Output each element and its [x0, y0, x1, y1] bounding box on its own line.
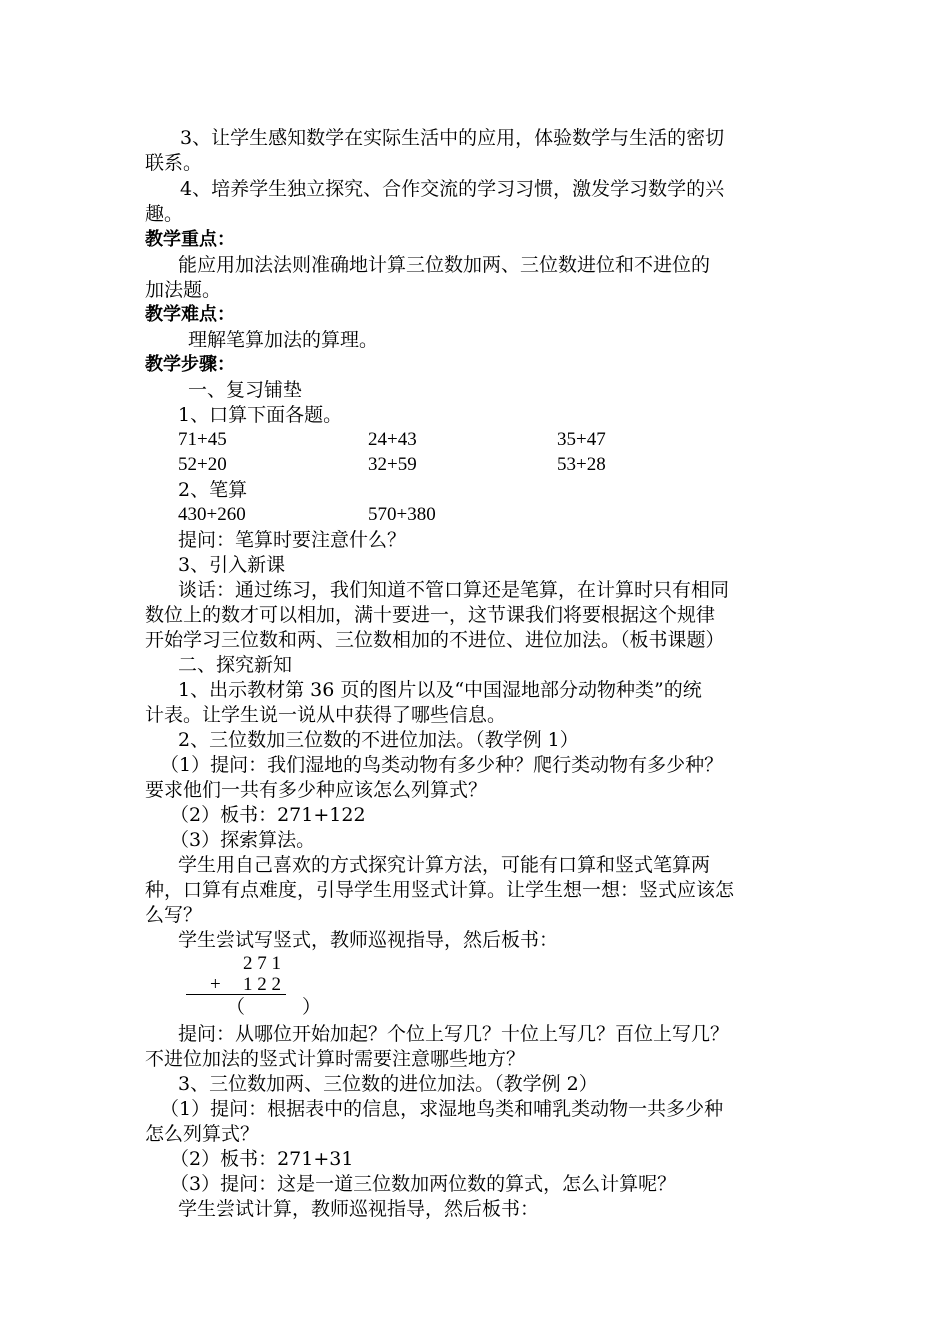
talk-text: 谈话：通过练习，我们知道不管口算还是笔算，在计算时只有相同 — [178, 579, 730, 601]
vertical-plus: + — [210, 974, 221, 995]
question-add-cont: 不进位加法的竖式计算时需要注意哪些地方？ — [145, 1048, 526, 1070]
oral-item: 24+43 — [368, 429, 417, 450]
explore-3-q1-cont: 怎么列算式？ — [145, 1123, 260, 1145]
oral-item: 32+59 — [368, 454, 417, 475]
written-item: 570+380 — [368, 504, 436, 525]
objective-3: 3、让学生感知数学在实际生活中的应用，体验数学与生活的密切 — [180, 127, 725, 149]
oral-title: 1、口算下面各题。 — [178, 404, 343, 426]
vertical-rule — [186, 994, 286, 995]
explore-2-q1-cont: 要求他们一共有多少种应该怎么列算式？ — [145, 779, 488, 801]
oral-item: 71+45 — [178, 429, 227, 450]
objective-4-cont: 趣。 — [145, 203, 184, 225]
objective-4: 4、培养学生独立探究、合作交流的学习习惯，激发学习数学的兴 — [180, 178, 725, 200]
explore-3-q1: （1）提问：根据表中的信息，求湿地鸟类和哺乳类动物一共多少种 — [160, 1098, 724, 1120]
heading-difficulty: 教学难点： — [145, 304, 235, 325]
vertical-top: 2 7 1 — [243, 953, 281, 974]
oral-item: 52+20 — [178, 454, 227, 475]
explore-2-method: （3）探索算法。 — [170, 829, 316, 851]
written-item: 430+260 — [178, 504, 246, 525]
explore-1-cont: 计表。让学生说一说从中获得了哪些信息。 — [145, 704, 507, 726]
method-text-cont: 种，口算有点难度，引导学生用竖式计算。让学生想一想：竖式应该怎 — [145, 879, 735, 901]
intro-title: 3、引入新课 — [178, 554, 286, 576]
vertical-result: （ ） — [226, 997, 322, 1018]
focus-text-cont: 加法题。 — [145, 279, 222, 301]
focus-text: 能应用加法法则准确地计算三位数加两、三位数进位和不进位的 — [178, 254, 711, 276]
section-review: 一、复习铺垫 — [188, 379, 303, 401]
written-title: 2、笔算 — [178, 479, 248, 501]
method-text: 学生用自己喜欢的方式探究计算方法，可能有口算和竖式笔算两 — [178, 854, 711, 876]
heading-focus: 教学重点： — [145, 229, 235, 250]
method-text-cont: 么写？ — [145, 904, 203, 926]
explore-3: 3、三位数加两、三位数的进位加法。（教学例 2） — [178, 1073, 598, 1095]
heading-steps: 教学步骤： — [145, 354, 235, 375]
explore-2-q1: （1）提问：我们湿地的鸟类动物有多少种？爬行类动物有多少种？ — [160, 754, 724, 776]
talk-text-cont: 数位上的数才可以相加，满十要进一，这节课我们将要根据这个规律 — [145, 604, 716, 626]
objective-3-cont: 联系。 — [145, 152, 203, 174]
section-explore: 二、探究新知 — [178, 654, 293, 676]
explore-3-board: （2）板书：271+31 — [170, 1148, 354, 1170]
explore-3-q3: （3）提问：这是一道三位数加两位数的算式，怎么计算呢？ — [170, 1173, 677, 1195]
difficulty-text: 理解笔算加法的算理。 — [188, 329, 379, 351]
student-try: 学生尝试写竖式，教师巡视指导，然后板书： — [178, 929, 559, 951]
oral-item: 35+47 — [557, 429, 606, 450]
explore-2-board: （2）板书：271+122 — [170, 804, 366, 826]
student-try-2: 学生尝试计算，教师巡视指导，然后板书： — [178, 1198, 540, 1220]
explore-1: 1、出示教材第 36 页的图片以及“中国湿地部分动物种类”的统 — [178, 679, 702, 701]
question-written: 提问：笔算时要注意什么？ — [178, 529, 407, 551]
vertical-bottom: 1 2 2 — [243, 974, 281, 995]
talk-text-cont: 开始学习三位数和两、三位数相加的不进位、进位加法。（板书课题） — [145, 629, 725, 651]
oral-item: 53+28 — [557, 454, 606, 475]
explore-2: 2、三位数加三位数的不进位加法。（教学例 1） — [178, 729, 579, 751]
question-add: 提问：从哪位开始加起？个位上写几？十位上写几？百位上写几？ — [178, 1023, 730, 1045]
